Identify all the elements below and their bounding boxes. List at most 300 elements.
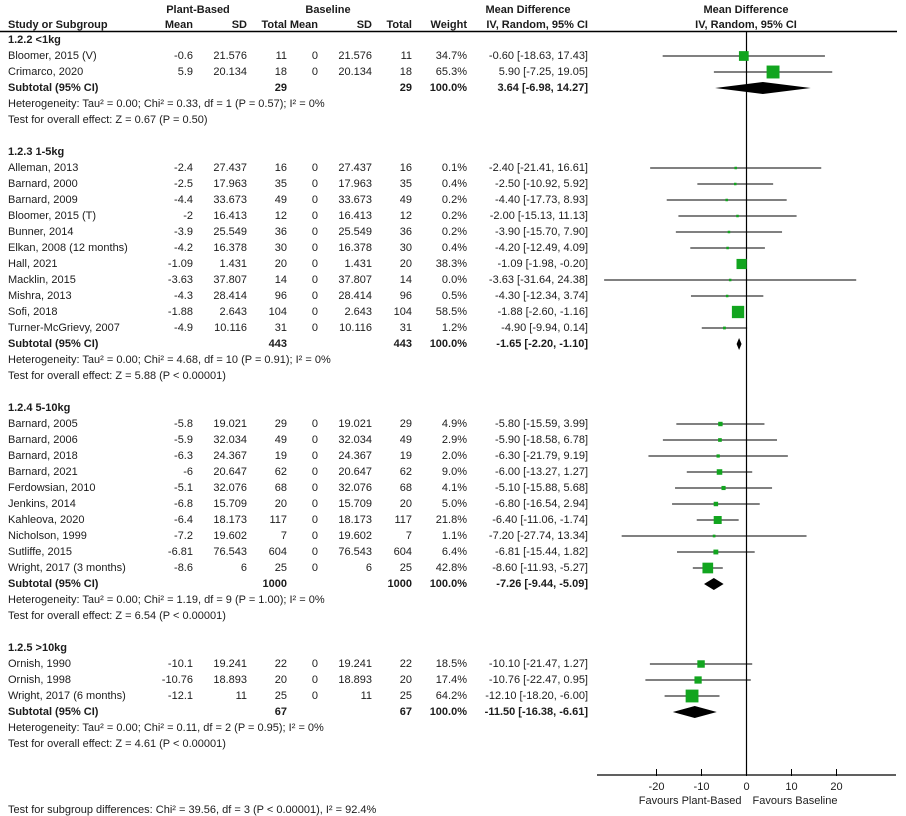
n2-cell: 49 [399,194,412,206]
sd1-cell: 6 [240,562,247,574]
mean2-cell: 0 [311,690,318,702]
n1-cell: 68 [274,482,287,494]
ci-cell: -5.90 [-18.58, 6.78] [495,434,588,446]
n2-cell: 20 [399,674,412,686]
axis-tick-label: -10 [693,781,710,793]
study-name-cell: Sofi, 2018 [8,306,58,318]
weight-cell: 0.2% [441,210,467,222]
group2-header: Baseline [305,4,351,16]
n2-cell: 12 [399,210,412,222]
effect-square [714,502,718,506]
n1-cell: 11 [275,50,287,62]
sd1-cell: 15.709 [213,498,247,510]
ci-cell: -5.80 [-15.59, 3.99] [495,418,588,430]
sd1-cell: 16.413 [213,210,247,222]
col-sd2-header: SD [356,19,372,31]
ci-cell: -0.60 [-18.63, 17.43] [488,50,588,62]
n1-cell: 62 [274,466,287,478]
sd2-cell: 19.241 [338,658,372,670]
weight-cell: 0.1% [441,162,467,174]
ci-cell: -4.90 [-9.94, 0.14] [501,322,588,334]
sd2-cell: 20.647 [338,466,372,478]
ci-cell: -10.76 [-22.47, 0.95] [488,674,588,686]
effect-square [721,486,725,490]
n1-cell: 31 [274,322,287,334]
weight-cell: 0.0% [441,274,467,286]
ci-cell: -7.20 [-27.74, 13.34] [488,530,588,542]
ci-cell: -6.30 [-21.79, 9.19] [495,450,588,462]
col-total2-header: Total [386,19,412,31]
n2-cell: 18 [399,66,412,78]
n1-cell: 29 [274,418,287,430]
subtotal-n2-cell: 67 [399,706,412,718]
mean1-cell: -5.1 [174,482,193,494]
mean2-cell: 0 [311,466,318,478]
effect-square [702,563,713,574]
sd1-cell: 18.893 [213,674,247,686]
study-name-cell: Barnard, 2021 [8,466,78,478]
subtotal-n1-cell: 443 [268,338,287,350]
mean2-cell: 0 [311,562,318,574]
mean1-cell: -4.2 [174,242,193,254]
subtotal-diamond [673,706,717,718]
effect-square [734,167,737,170]
ci-cell: -6.81 [-15.44, 1.82] [495,546,588,558]
effect-square [717,469,723,475]
heterogeneity-text: Heterogeneity: Tau² = 0.00; Chi² = 0.11, df = 2 (P = 0.95); I² = 0% [8,722,324,734]
sd1-cell: 33.673 [213,194,247,206]
mean2-cell: 0 [311,674,318,686]
effect-square [734,183,737,186]
subtotal-ci-cell: -7.26 [-9.44, -5.09] [496,578,588,590]
n2-cell: 25 [399,562,412,574]
effect-square [739,51,749,61]
n1-cell: 604 [268,546,287,558]
col-study-header: Study or Subgroup [8,19,108,31]
axis-tick-label: -20 [648,781,665,793]
col-total1-header: Total [261,19,287,31]
n2-cell: 29 [399,418,412,430]
mean2-cell: 0 [311,194,318,206]
sd1-cell: 37.807 [213,274,247,286]
n2-cell: 104 [393,306,412,318]
heterogeneity-text: Heterogeneity: Tau² = 0.00; Chi² = 4.68, df = 10 (P = 0.91); I² = 0% [8,354,331,366]
sd2-cell: 32.076 [338,482,372,494]
mean2-cell: 0 [311,226,318,238]
sd1-cell: 28.414 [213,290,247,302]
subtotal-weight-cell: 100.0% [429,338,467,350]
weight-cell: 58.5% [435,306,467,318]
subtotal-label-cell: Subtotal (95% CI) [8,706,99,718]
effect-square [723,327,726,330]
study-name-cell: Hall, 2021 [8,258,58,270]
mean2-cell: 0 [311,178,318,190]
study-name-cell: Bloomer, 2015 (T) [8,210,97,222]
mean1-cell: -2.5 [174,178,193,190]
sd2-cell: 1.431 [344,258,372,270]
sd2-cell: 37.807 [338,274,372,286]
sd1-cell: 17.963 [213,178,247,190]
n1-cell: 36 [274,226,287,238]
ci-cell: -2.50 [-10.92, 5.92] [495,178,588,190]
n1-cell: 49 [274,194,287,206]
mean2-cell: 0 [311,162,318,174]
ci-cell: -2.00 [-15.13, 11.13] [489,210,588,222]
col-weight-header: Weight [430,19,467,31]
sd1-cell: 16.378 [213,242,247,254]
mean1-cell: -6.4 [174,514,193,526]
mean2-cell: 0 [311,546,318,558]
mean2-cell: 0 [311,66,318,78]
sd2-cell: 28.414 [338,290,372,302]
study-name-cell: Wright, 2017 (6 months) [8,690,126,702]
subgroup-difference-note: Test for subgroup differences: Chi² = 39.56, df = 3 (P < 0.00001), I² = 92.4% [8,804,377,816]
weight-cell: 34.7% [435,50,467,62]
n2-cell: 36 [399,226,412,238]
effect-header-left: Mean Difference [485,4,571,16]
sd2-cell: 16.413 [338,210,372,222]
n1-cell: 104 [268,306,287,318]
axis-tick-label: 0 [743,781,750,793]
ci-cell: -12.10 [-18.20, -6.00] [485,690,588,702]
study-name-cell: Nicholson, 1999 [8,530,87,542]
weight-cell: 18.5% [435,658,467,670]
mean2-cell: 0 [311,530,318,542]
sd2-cell: 18.893 [338,674,372,686]
overall-effect-text: Test for overall effect: Z = 6.54 (P < 0.00001) [8,610,226,622]
effect-square [694,676,701,683]
subtotal-n1-cell: 1000 [262,578,287,590]
sd1-cell: 2.643 [219,306,247,318]
n1-cell: 35 [274,178,287,190]
weight-cell: 9.0% [441,466,467,478]
n1-cell: 16 [274,162,287,174]
subgroup-label-text: 1.2.5 >10kg [8,642,68,654]
ci-cell: -5.10 [-15.88, 5.68] [495,482,588,494]
sd1-cell: 19.602 [213,530,247,542]
overall-effect-text: Test for overall effect: Z = 4.61 (P < 0.00001) [8,738,226,750]
n2-cell: 96 [399,290,412,302]
effect-square [713,550,718,555]
n1-cell: 20 [274,674,287,686]
ci-cell: -3.63 [-31.64, 24.38] [488,274,588,286]
ci-cell: -10.10 [-21.47, 1.27] [488,658,588,670]
ci-cell: -1.88 [-2.60, -1.16] [497,306,588,318]
effect-square [737,259,747,269]
study-name-cell: Macklin, 2015 [8,274,76,286]
weight-cell: 0.4% [441,242,467,254]
study-name-cell: Barnard, 2005 [8,418,78,430]
mean1-cell: 5.9 [177,66,193,78]
ci-cell: -4.20 [-12.49, 4.09] [495,242,588,254]
ci-cell: -6.40 [-11.06, -1.74] [492,514,588,526]
mean1-cell: -2 [183,210,193,222]
weight-cell: 4.1% [441,482,467,494]
effect-square [726,247,729,250]
sd2-cell: 2.643 [344,306,372,318]
subtotal-weight-cell: 100.0% [429,706,467,718]
group1-header: Plant-Based [166,4,230,16]
sd1-cell: 24.367 [213,450,247,462]
axis-tick-label: 10 [785,781,798,793]
mean1-cell: -6.8 [174,498,193,510]
n1-cell: 12 [274,210,287,222]
ci-cell: -3.90 [-15.70, 7.90] [495,226,588,238]
mean2-cell: 0 [311,210,318,222]
col-method-header-left: IV, Random, 95% CI [486,19,588,31]
subtotal-weight-cell: 100.0% [429,82,467,94]
overall-effect-text: Test for overall effect: Z = 5.88 (P < 0.00001) [8,370,226,382]
n2-cell: 19 [399,450,412,462]
n1-cell: 25 [274,562,287,574]
overall-effect-text: Test for overall effect: Z = 0.67 (P = 0.50) [8,114,208,126]
weight-cell: 0.4% [441,178,467,190]
sd2-cell: 33.673 [338,194,372,206]
mean1-cell: -3.63 [167,274,193,286]
sd2-cell: 19.602 [338,530,372,542]
subtotal-ci-cell: -11.50 [-16.38, -6.61] [484,706,588,718]
study-name-cell: Barnard, 2006 [8,434,78,446]
study-name-cell: Kahleova, 2020 [8,514,85,526]
subtotal-label-cell: Subtotal (95% CI) [8,338,99,350]
n1-cell: 7 [280,530,287,542]
sd2-cell: 11 [360,690,372,702]
weight-cell: 0.2% [441,226,467,238]
effect-square [736,215,739,218]
mean1-cell: -12.1 [167,690,193,702]
study-name-cell: Ornish, 1990 [8,658,71,670]
sd2-cell: 16.378 [338,242,372,254]
n1-cell: 96 [274,290,287,302]
favours-right-label: Favours Baseline [752,795,838,807]
effect-square [767,66,780,79]
subtotal-n1-cell: 29 [274,82,287,94]
mean1-cell: -6.81 [167,546,193,558]
n2-cell: 30 [399,242,412,254]
study-name-cell: Wright, 2017 (3 months) [8,562,126,574]
n2-cell: 14 [399,274,412,286]
mean2-cell: 0 [311,242,318,254]
sd1-cell: 19.021 [213,418,247,430]
weight-cell: 42.8% [435,562,467,574]
n2-cell: 35 [399,178,412,190]
col-method-header-right: IV, Random, 95% CI [695,19,797,31]
mean2-cell: 0 [311,290,318,302]
effect-square [728,231,731,234]
subgroup-label-text: 1.2.4 5-10kg [8,402,71,414]
ci-cell: -8.60 [-11.93, -5.27] [492,562,588,574]
subtotal-diamond [704,578,724,590]
mean1-cell: -2.4 [174,162,193,174]
study-name-cell: Turner-McGrievy, 2007 [8,322,120,334]
sd1-cell: 21.576 [213,50,247,62]
n2-cell: 31 [399,322,412,334]
mean2-cell: 0 [311,450,318,462]
subtotal-ci-cell: -1.65 [-2.20, -1.10] [496,338,588,350]
subtotal-n2-cell: 443 [393,338,412,350]
col-mean2-header: Mean [289,19,318,31]
weight-cell: 6.4% [441,546,467,558]
sd1-cell: 20.134 [213,66,247,78]
n2-cell: 62 [399,466,412,478]
n2-cell: 16 [399,162,412,174]
sd2-cell: 32.034 [338,434,372,446]
sd1-cell: 76.543 [213,546,247,558]
n1-cell: 30 [274,242,287,254]
sd2-cell: 76.543 [338,546,372,558]
study-name-cell: Elkan, 2008 (12 months) [8,242,128,254]
effect-square [713,535,716,538]
n1-cell: 20 [274,498,287,510]
study-name-cell: Bloomer, 2015 (V) [8,50,97,62]
n2-cell: 25 [399,690,412,702]
mean1-cell: -6 [183,466,193,478]
n2-cell: 117 [394,514,412,526]
study-name-cell: Ferdowsian, 2010 [8,482,96,494]
effect-square [714,516,722,524]
n1-cell: 117 [269,514,287,526]
n1-cell: 19 [274,450,287,462]
mean2-cell: 0 [311,50,318,62]
mean2-cell: 0 [311,482,318,494]
sd1-cell: 18.173 [213,514,247,526]
mean1-cell: -5.9 [174,434,193,446]
subtotal-diamond [737,338,742,350]
effect-square [725,199,728,202]
heterogeneity-text: Heterogeneity: Tau² = 0.00; Chi² = 0.33, df = 1 (P = 0.57); I² = 0% [8,98,325,110]
n2-cell: 20 [399,498,412,510]
weight-cell: 4.9% [441,418,467,430]
col-sd1-header: SD [231,19,247,31]
mean2-cell: 0 [311,514,318,526]
n2-cell: 49 [399,434,412,446]
effect-square [717,454,720,457]
n2-cell: 7 [405,530,412,542]
mean1-cell: -8.6 [174,562,193,574]
weight-cell: 64.2% [435,690,467,702]
mean1-cell: -6.3 [174,450,193,462]
mean1-cell: -10.76 [161,674,193,686]
sd1-cell: 32.076 [213,482,247,494]
weight-cell: 0.2% [441,194,467,206]
n1-cell: 49 [274,434,287,446]
col-mean1-header: Mean [164,19,193,31]
weight-cell: 2.0% [441,450,467,462]
mean1-cell: -4.3 [174,290,193,302]
effect-square [726,295,729,298]
ci-cell: -4.30 [-12.34, 3.74] [495,290,588,302]
sd1-cell: 11 [235,690,247,702]
favours-left-label: Favours Plant-Based [638,795,742,807]
n1-cell: 14 [274,274,287,286]
mean2-cell: 0 [311,274,318,286]
weight-cell: 0.5% [441,290,467,302]
weight-cell: 1.2% [441,322,467,334]
weight-cell: 2.9% [441,434,467,446]
effect-square [732,306,744,318]
ci-cell: -6.00 [-13.27, 1.27] [495,466,588,478]
ci-cell: 5.90 [-7.25, 19.05] [498,66,588,78]
n2-cell: 22 [399,658,412,670]
mean1-cell: -3.9 [174,226,193,238]
mean2-cell: 0 [311,258,318,270]
sd1-cell: 20.647 [213,466,247,478]
study-name-cell: Crimarco, 2020 [8,66,84,78]
ci-cell: -2.40 [-21.41, 16.61] [488,162,588,174]
subgroup-label-text: 1.2.3 1-5kg [8,146,65,158]
mean1-cell: -4.4 [174,194,193,206]
weight-cell: 21.8% [435,514,467,526]
study-name-cell: Barnard, 2000 [8,178,78,190]
weight-cell: 1.1% [441,530,467,542]
n1-cell: 25 [274,690,287,702]
sd1-cell: 19.241 [213,658,247,670]
study-name-cell: Bunner, 2014 [8,226,74,238]
weight-cell: 17.4% [435,674,467,686]
subtotal-label-cell: Subtotal (95% CI) [8,82,99,94]
sd1-cell: 32.034 [213,434,247,446]
study-name-cell: Barnard, 2009 [8,194,78,206]
sd1-cell: 10.116 [214,322,247,334]
mean1-cell: -1.88 [167,306,193,318]
heterogeneity-text: Heterogeneity: Tau² = 0.00; Chi² = 1.19, df = 9 (P = 1.00); I² = 0% [8,594,325,606]
ci-cell: -1.09 [-1.98, -0.20] [497,258,588,270]
subtotal-weight-cell: 100.0% [429,578,467,590]
effect-square [686,690,699,703]
effect-header-right: Mean Difference [703,4,789,16]
sd2-cell: 17.963 [338,178,372,190]
sd2-cell: 15.709 [338,498,372,510]
sd1-cell: 25.549 [213,226,247,238]
study-name-cell: Jenkins, 2014 [8,498,76,510]
ci-cell: -6.80 [-16.54, 2.94] [495,498,588,510]
study-name-cell: Ornish, 1998 [8,674,71,686]
mean1-cell: -4.9 [174,322,193,334]
sd2-cell: 18.173 [338,514,372,526]
subtotal-n2-cell: 29 [399,82,412,94]
subtotal-n1-cell: 67 [274,706,287,718]
sd2-cell: 19.021 [338,418,372,430]
sd2-cell: 24.367 [338,450,372,462]
effect-square [718,438,722,442]
mean2-cell: 0 [311,306,318,318]
ci-cell: -4.40 [-17.73, 8.93] [495,194,588,206]
subtotal-diamond [715,82,811,94]
n2-cell: 604 [393,546,412,558]
mean2-cell: 0 [311,322,318,334]
effect-square [697,660,704,667]
n1-cell: 22 [274,658,287,670]
mean1-cell: -10.1 [167,658,193,670]
sd2-cell: 10.116 [339,322,372,334]
subtotal-n2-cell: 1000 [387,578,412,590]
study-name-cell: Barnard, 2018 [8,450,78,462]
mean1-cell: -5.8 [174,418,193,430]
effect-square [718,422,722,426]
sd2-cell: 6 [365,562,372,574]
n1-cell: 18 [274,66,287,78]
sd1-cell: 1.431 [219,258,247,270]
mean2-cell: 0 [311,498,318,510]
study-name-cell: Mishra, 2013 [8,290,72,302]
subtotal-label-cell: Subtotal (95% CI) [8,578,99,590]
n1-cell: 20 [274,258,287,270]
subgroup-label-text: 1.2.2 <1kg [8,34,61,46]
n2-cell: 68 [399,482,412,494]
mean2-cell: 0 [311,658,318,670]
n2-cell: 20 [399,258,412,270]
study-name-cell: Alleman, 2013 [8,162,79,174]
